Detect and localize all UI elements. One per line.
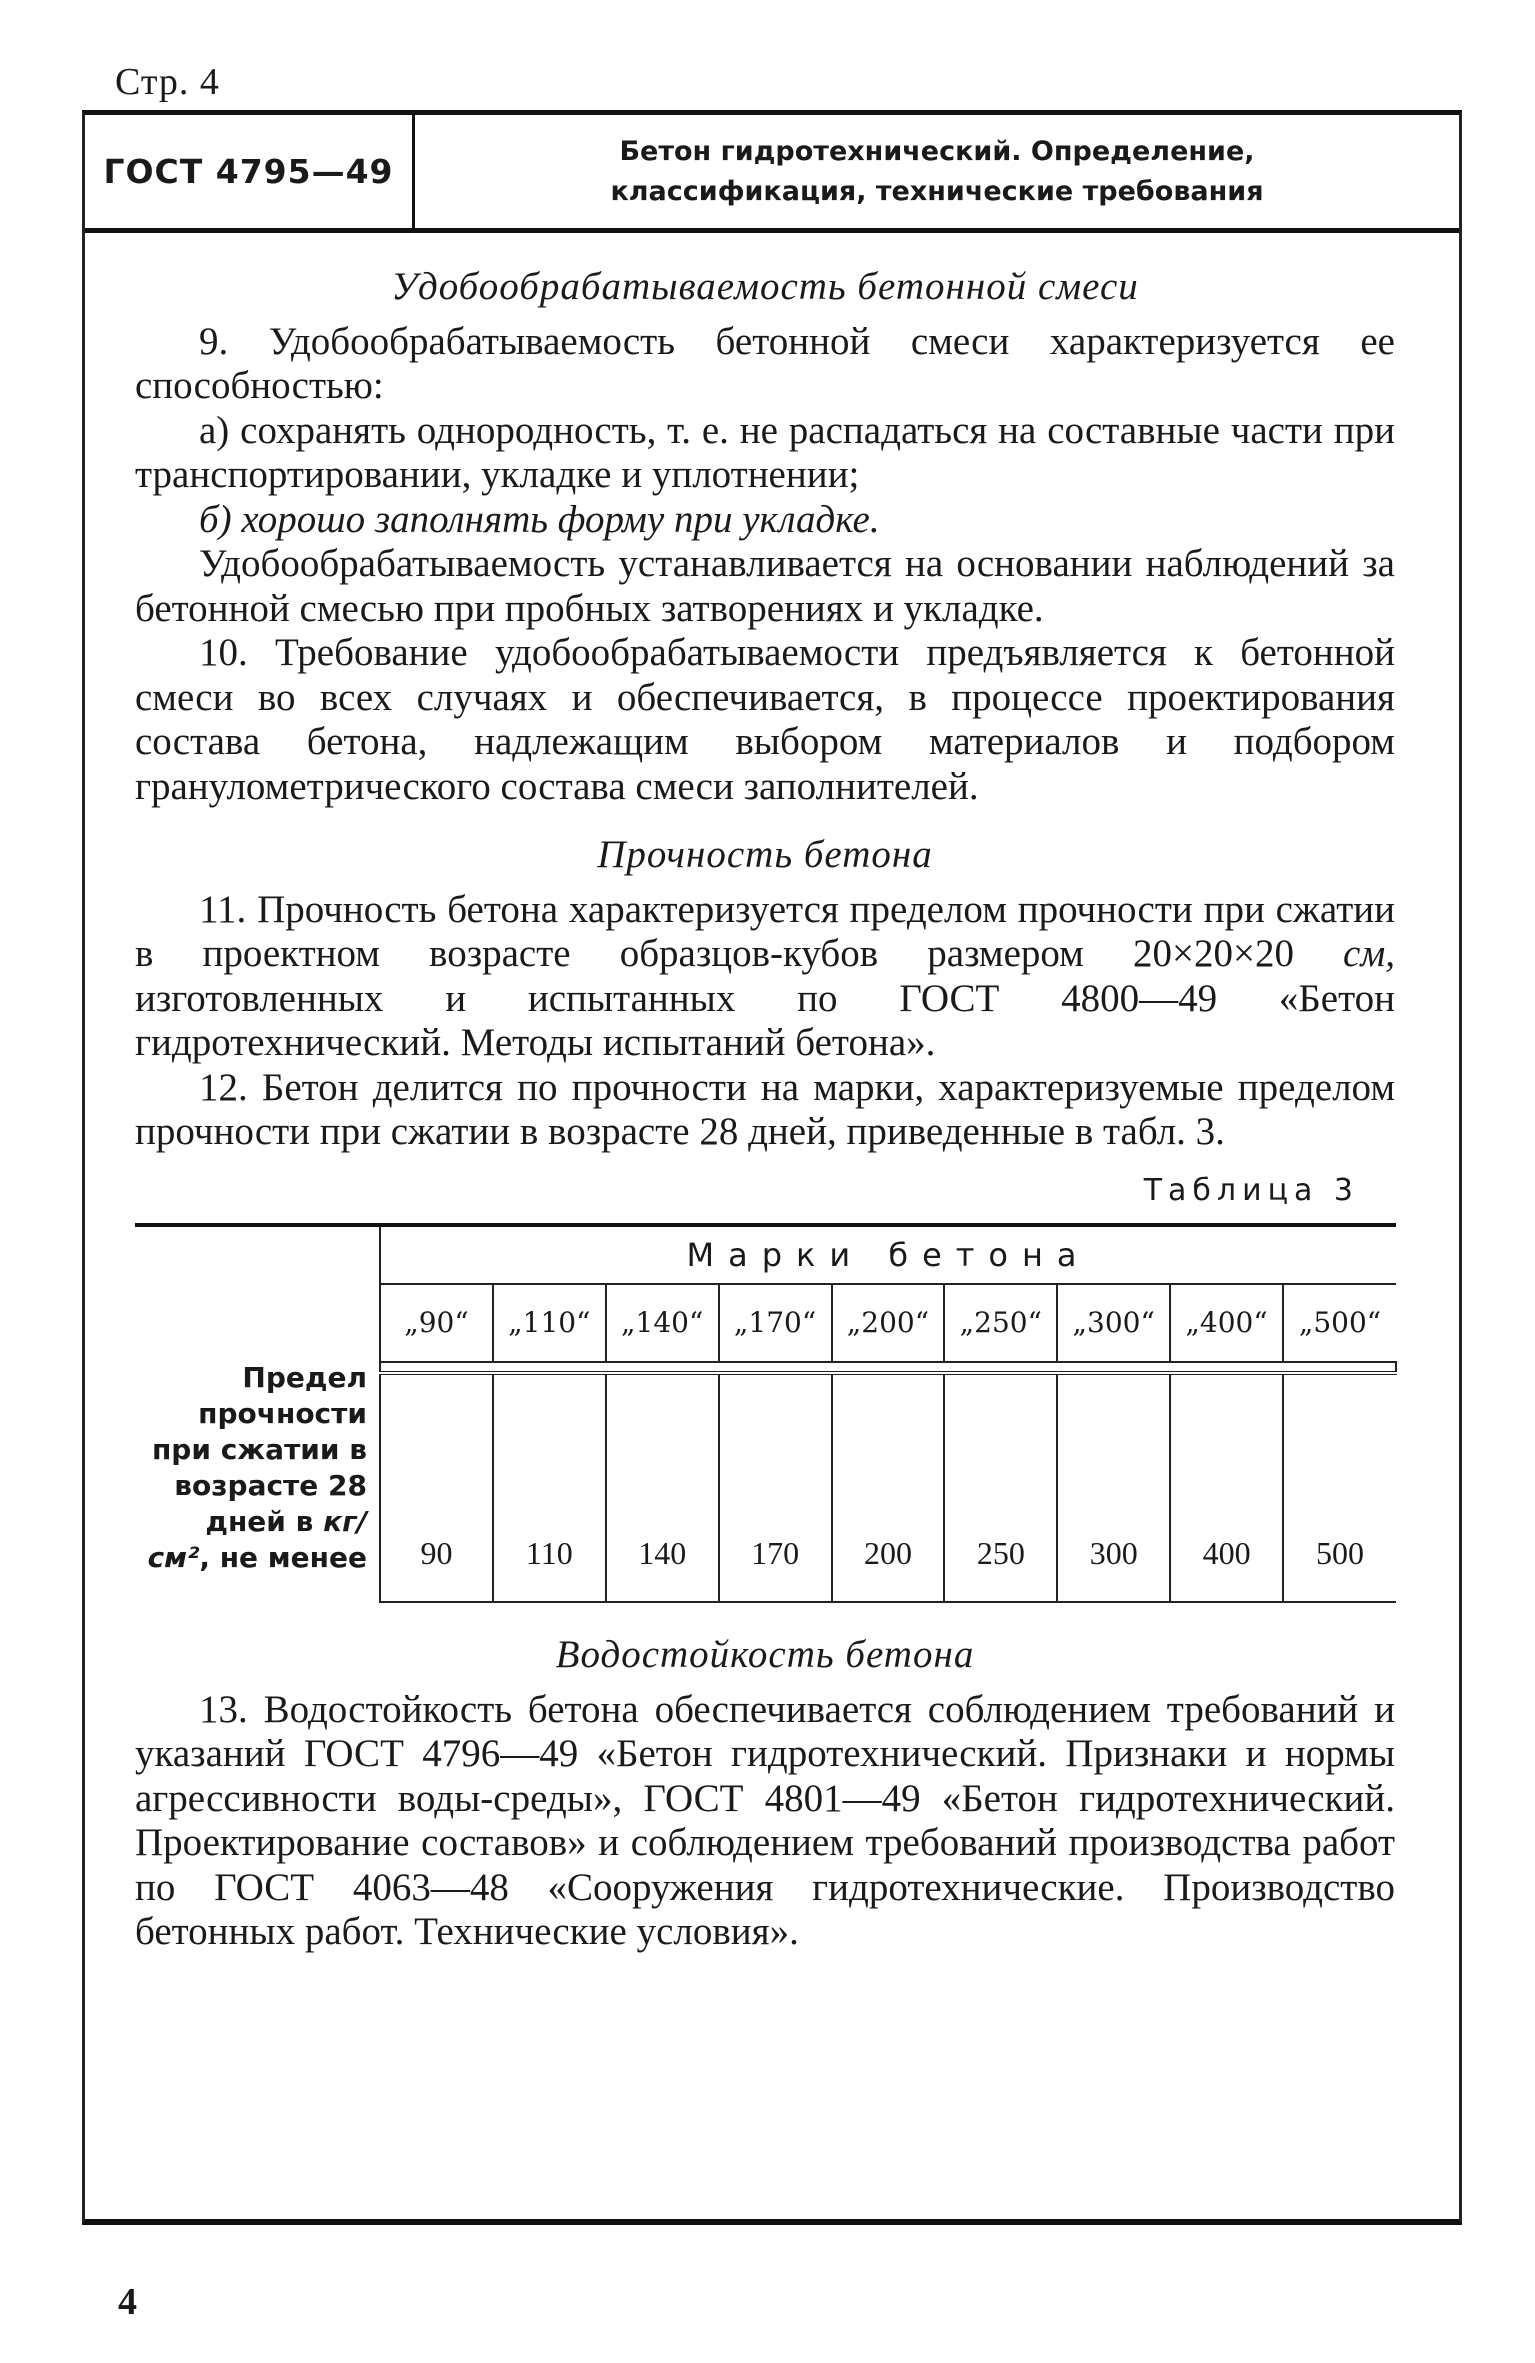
- grade-cell: „140“: [606, 1284, 719, 1362]
- page-label: Стр. 4: [115, 61, 220, 103]
- paragraph-9: 9. Удобообрабатываемость бетонной смеси характеризуется ее способностью:: [135, 319, 1395, 407]
- value-cell: 300: [1057, 1373, 1170, 1602]
- standard-code: ГОСТ 4795—49: [85, 115, 415, 228]
- grade-cell: „90“: [380, 1284, 493, 1362]
- page-frame: [82, 110, 1462, 2225]
- table-label: Таблица 3: [1143, 1172, 1359, 1208]
- paragraph-10: 10. Требование удобообрабатываемости предъявляется к бетонной смеси во всех случаях и обеспечивается, в процессе проектирования состава бетона, надлежащим выбором материалов и подбором гранулометрического состава смеси заполнителей.: [135, 631, 1395, 808]
- value-cell: 170: [719, 1373, 832, 1602]
- grade-cell: „300“: [1057, 1284, 1170, 1362]
- row-label-text: Предел прочности при сжатии в возрасте 28 дней в: [151, 1361, 367, 1538]
- section-title-water-resistance: Водостойкость бетона: [555, 1633, 975, 1676]
- value-cell: 200: [832, 1373, 945, 1602]
- row-label-unit: кг/см²: [147, 1505, 367, 1574]
- title-line-2: классификация, технические требования: [610, 175, 1264, 207]
- grade-cell: „400“: [1170, 1284, 1283, 1362]
- grade-cell: „200“: [832, 1284, 945, 1362]
- unit-cm: см,: [1343, 932, 1395, 975]
- row-label-suffix: , не менее: [199, 1541, 367, 1574]
- grade-cell: „170“: [719, 1284, 832, 1362]
- page-content: [135, 265, 1395, 1955]
- value-cell: 110: [493, 1373, 606, 1602]
- paragraph-11-start: 11. Прочность бетона характеризуется пределом прочности при сжатии в проектном возрасте образцов-кубов размером 20×20×20: [135, 887, 1395, 975]
- grade-cell: „250“: [944, 1284, 1057, 1362]
- value-cell: 140: [606, 1373, 719, 1602]
- group-header: Марки бетона: [380, 1225, 1396, 1284]
- value-cell: 250: [944, 1373, 1057, 1602]
- grade-cell: „500“: [1283, 1284, 1396, 1362]
- value-cell: 500: [1283, 1373, 1396, 1602]
- table-row-label: [135, 1225, 380, 1602]
- paragraph-13: 13. Водостойкость бетона обеспечивается соблюдением требований и указаний ГОСТ 4796—49 «Бетон гидротехнический. Признаки и нормы агрессивности воды-среды», ГОСТ 4801—49 «Бетон гидротехнический. Проектирование составов» и соблюдением требований производства работ по ГОСТ 4063—48 «Сооружения гидротехнические. Производство бетонных работ. Технические условия».: [135, 1687, 1395, 1953]
- section-title-workability: Удобообрабатываемость бетонной смеси: [391, 265, 1139, 308]
- grade-cell: „110“: [493, 1284, 606, 1362]
- paragraph-9b: б) хорошо заполнять форму при укладке.: [199, 497, 880, 541]
- document-header: [85, 115, 1459, 233]
- paragraph-9a: а) сохранять однородность, т. е. не распадаться на составные части при транспортировании, укладке и уплотнении;: [135, 408, 1395, 496]
- paragraph-11-end: изготовленных и испытанных по ГОСТ 4800—49 «Бетон гидротехнический. Методы испытаний бетона».: [135, 976, 1395, 1064]
- page-number: 4: [118, 2281, 137, 2323]
- paragraph-12: 12. Бетон делится по прочности на марки, характеризуемые пределом прочности при сжатии в возрасте 28 дней, приведенные в табл. 3.: [135, 1065, 1395, 1153]
- value-cell: 400: [1170, 1373, 1283, 1602]
- paragraph-9c: Удобообрабатываемость устанавливается на основании наблюдений за бетонной смесью при пробных затворениях и укладке.: [135, 542, 1395, 630]
- concrete-grades-table: [135, 1223, 1397, 1603]
- paragraph-11: [135, 888, 1395, 1066]
- value-cell: 90: [380, 1373, 493, 1602]
- title-line-1: Бетон гидротехнический. Определение,: [619, 135, 1255, 167]
- document-title: [415, 115, 1459, 228]
- section-title-strength: Прочность бетона: [597, 833, 933, 876]
